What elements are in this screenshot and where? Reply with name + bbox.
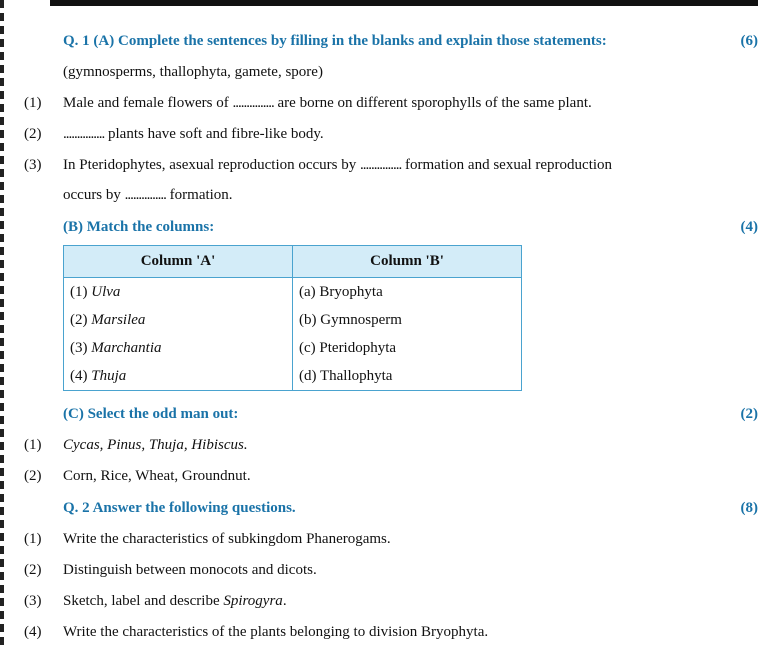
blank: ............... [63,126,105,142]
text-part: plants have soft and fibre-like body. [104,126,324,142]
item-text: Write the characteristics of subkingdom Phanerogams. [63,531,391,547]
q1-heading: Q. 1 (A) Complete the sentences by filling in the blanks and explain those statements: [63,33,607,49]
cell-number: (3) [70,339,92,356]
cell-name: Ulva [91,283,121,300]
q1b-heading-row [0,216,768,238]
item-text [63,123,324,145]
item-text: Write the characteristics of the plants belonging to division Bryophyta. [63,624,489,640]
q1c-item [0,465,768,487]
text-part: are borne on different sporophylls of the same plant. [273,95,592,111]
column-b-cell: (d) Thallophyta [293,362,522,391]
column-b-cell: (c) Pteridophyta [293,334,522,362]
q1-marks: (6) [740,33,758,49]
q1c-heading: (C) Select the odd man out: [63,406,239,422]
q1-item [0,92,768,114]
item-text: Cycas, Pinus, Thuja, Hibiscus. [63,437,248,453]
cell-name: Marsilea [91,311,146,328]
item-text [63,184,233,206]
column-a-cell [64,306,293,334]
item-number: (1) [24,531,42,547]
table-row [64,362,522,391]
item-text: Corn, Rice, Wheat, Groundnut. [63,468,251,484]
table-row [64,278,522,307]
item-number: (1) [24,95,42,111]
q1-options: (gymnosperms, thallophyta, gamete, spore) [63,64,323,80]
column-a-cell [64,334,293,362]
column-b-cell: (b) Gymnosperm [293,306,522,334]
column-b-cell: (a) Bryophyta [293,278,522,307]
item-number: (1) [24,437,42,453]
q1b-marks: (4) [740,219,758,235]
item-text [63,92,592,114]
italic-term: Spirogyra [223,593,283,609]
item-text [63,590,287,612]
cell-number: (4) [70,367,92,384]
item-text: Distinguish between monocots and dicots. [63,562,317,578]
item-number: (2) [24,126,42,142]
item-number: (3) [24,157,42,173]
q1c-marks: (2) [740,406,758,422]
text-part: Sketch, label and describe [63,593,224,609]
cell-name: Thuja [91,367,127,384]
q1b-heading: (B) Match the columns: [63,219,215,235]
item-number: (3) [24,593,42,609]
q2-item [0,590,768,612]
match-table [63,245,522,391]
top-rule [50,0,758,6]
cell-number: (1) [70,283,92,300]
q2-item [0,559,768,581]
q1-item [0,123,768,145]
column-a-cell [64,278,293,307]
text-part: Male and female flowers of [63,95,233,111]
q2-marks: (8) [740,500,758,516]
blank: ............... [124,187,166,203]
text-part: formation and sexual reproduction [401,157,613,173]
q1c-heading-row [0,403,768,425]
item-number: (2) [24,468,42,484]
blank: ............... [232,95,274,111]
text-part: occurs by [63,187,125,203]
text-part: . [282,593,287,609]
q1-item [0,154,768,176]
q1c-item [0,434,768,456]
item-number: (4) [24,624,42,640]
item-number: (2) [24,562,42,578]
text-part: In Pteridophytes, asexual reproduction occurs by [63,157,361,173]
q1-item-continued [0,184,768,206]
table-header-row [64,246,522,278]
column-a-cell [64,362,293,391]
column-b-header: Column 'B' [293,246,522,278]
column-a-header: Column 'A' [64,246,293,278]
q1-heading-row [0,30,768,52]
q1-options-row [0,61,768,83]
item-text [63,154,612,176]
q2-heading-row [0,497,768,519]
blank: ............... [360,157,402,173]
q2-item [0,528,768,550]
table-row [64,334,522,362]
q2-heading: Q. 2 Answer the following questions. [63,500,296,516]
table-row [64,306,522,334]
cell-number: (2) [70,311,92,328]
cell-name: Marchantia [91,339,162,356]
text-part: formation. [165,187,233,203]
q2-item [0,621,768,643]
